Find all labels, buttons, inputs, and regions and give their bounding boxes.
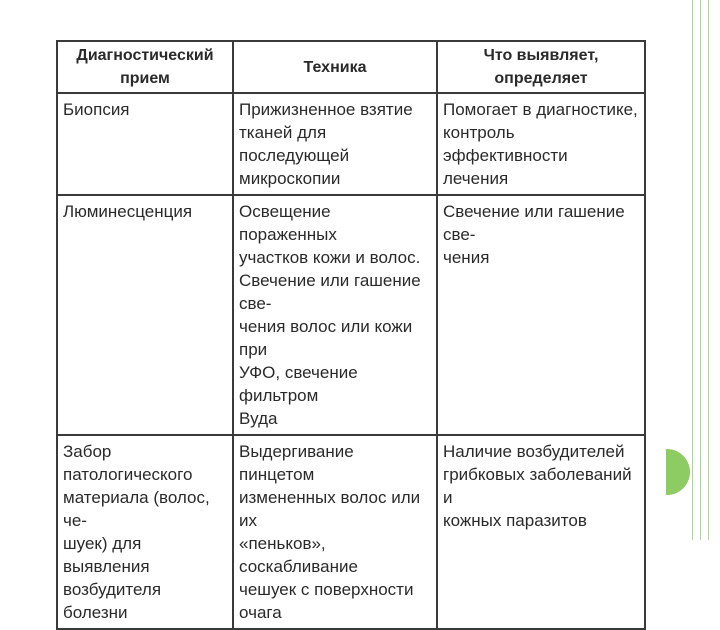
header-method: Диагностический прием [57, 41, 233, 93]
table-cell [233, 93, 437, 195]
table-cell [57, 93, 233, 195]
table-row [57, 195, 645, 435]
decorative-border-line [708, 0, 709, 540]
table-row [57, 93, 645, 195]
header-detects: Что выявляет, определяет [437, 41, 645, 93]
header-technique: Техника [233, 41, 437, 93]
cell-text: Биопсия [63, 100, 130, 119]
table-cell [233, 435, 437, 629]
decorative-border-line [692, 0, 693, 540]
table-cell [437, 435, 645, 629]
table-cell [233, 195, 437, 435]
diagnostic-methods-table [56, 40, 646, 630]
table-cell [437, 195, 645, 435]
cell-text: Освещение пораженных участков кожи и волос. Свечение или гашение све- чения волос или кожи при УФО, свечение фильтром Вуда [239, 202, 421, 428]
table-cell [57, 195, 233, 435]
table-cell [57, 435, 233, 629]
cell-text: Наличие возбудителей грибковых заболеваний и кожных паразитов [443, 442, 632, 530]
decorative-side-tab [666, 449, 690, 495]
cell-text: Выдергивание пинцетом измененных волос или их «пеньков», соскабливание чешуек с поверхности очага [239, 442, 421, 622]
table-cell [437, 93, 645, 195]
cell-text: Прижизненное взятие тканей для последующей микроскопии [239, 100, 413, 188]
cell-text: Свечение или гашение све- чения [443, 202, 625, 267]
decorative-border-line [700, 0, 701, 540]
cell-text: Люминесценция [63, 202, 193, 221]
table-header-row [57, 41, 645, 93]
table-row [57, 435, 645, 629]
cell-text: Забор патологического материала (волос, че- шуек) для выявления возбудителя болезни [63, 442, 210, 622]
cell-text: Помогает в диагностике, контроль эффективности лечения [443, 100, 638, 188]
